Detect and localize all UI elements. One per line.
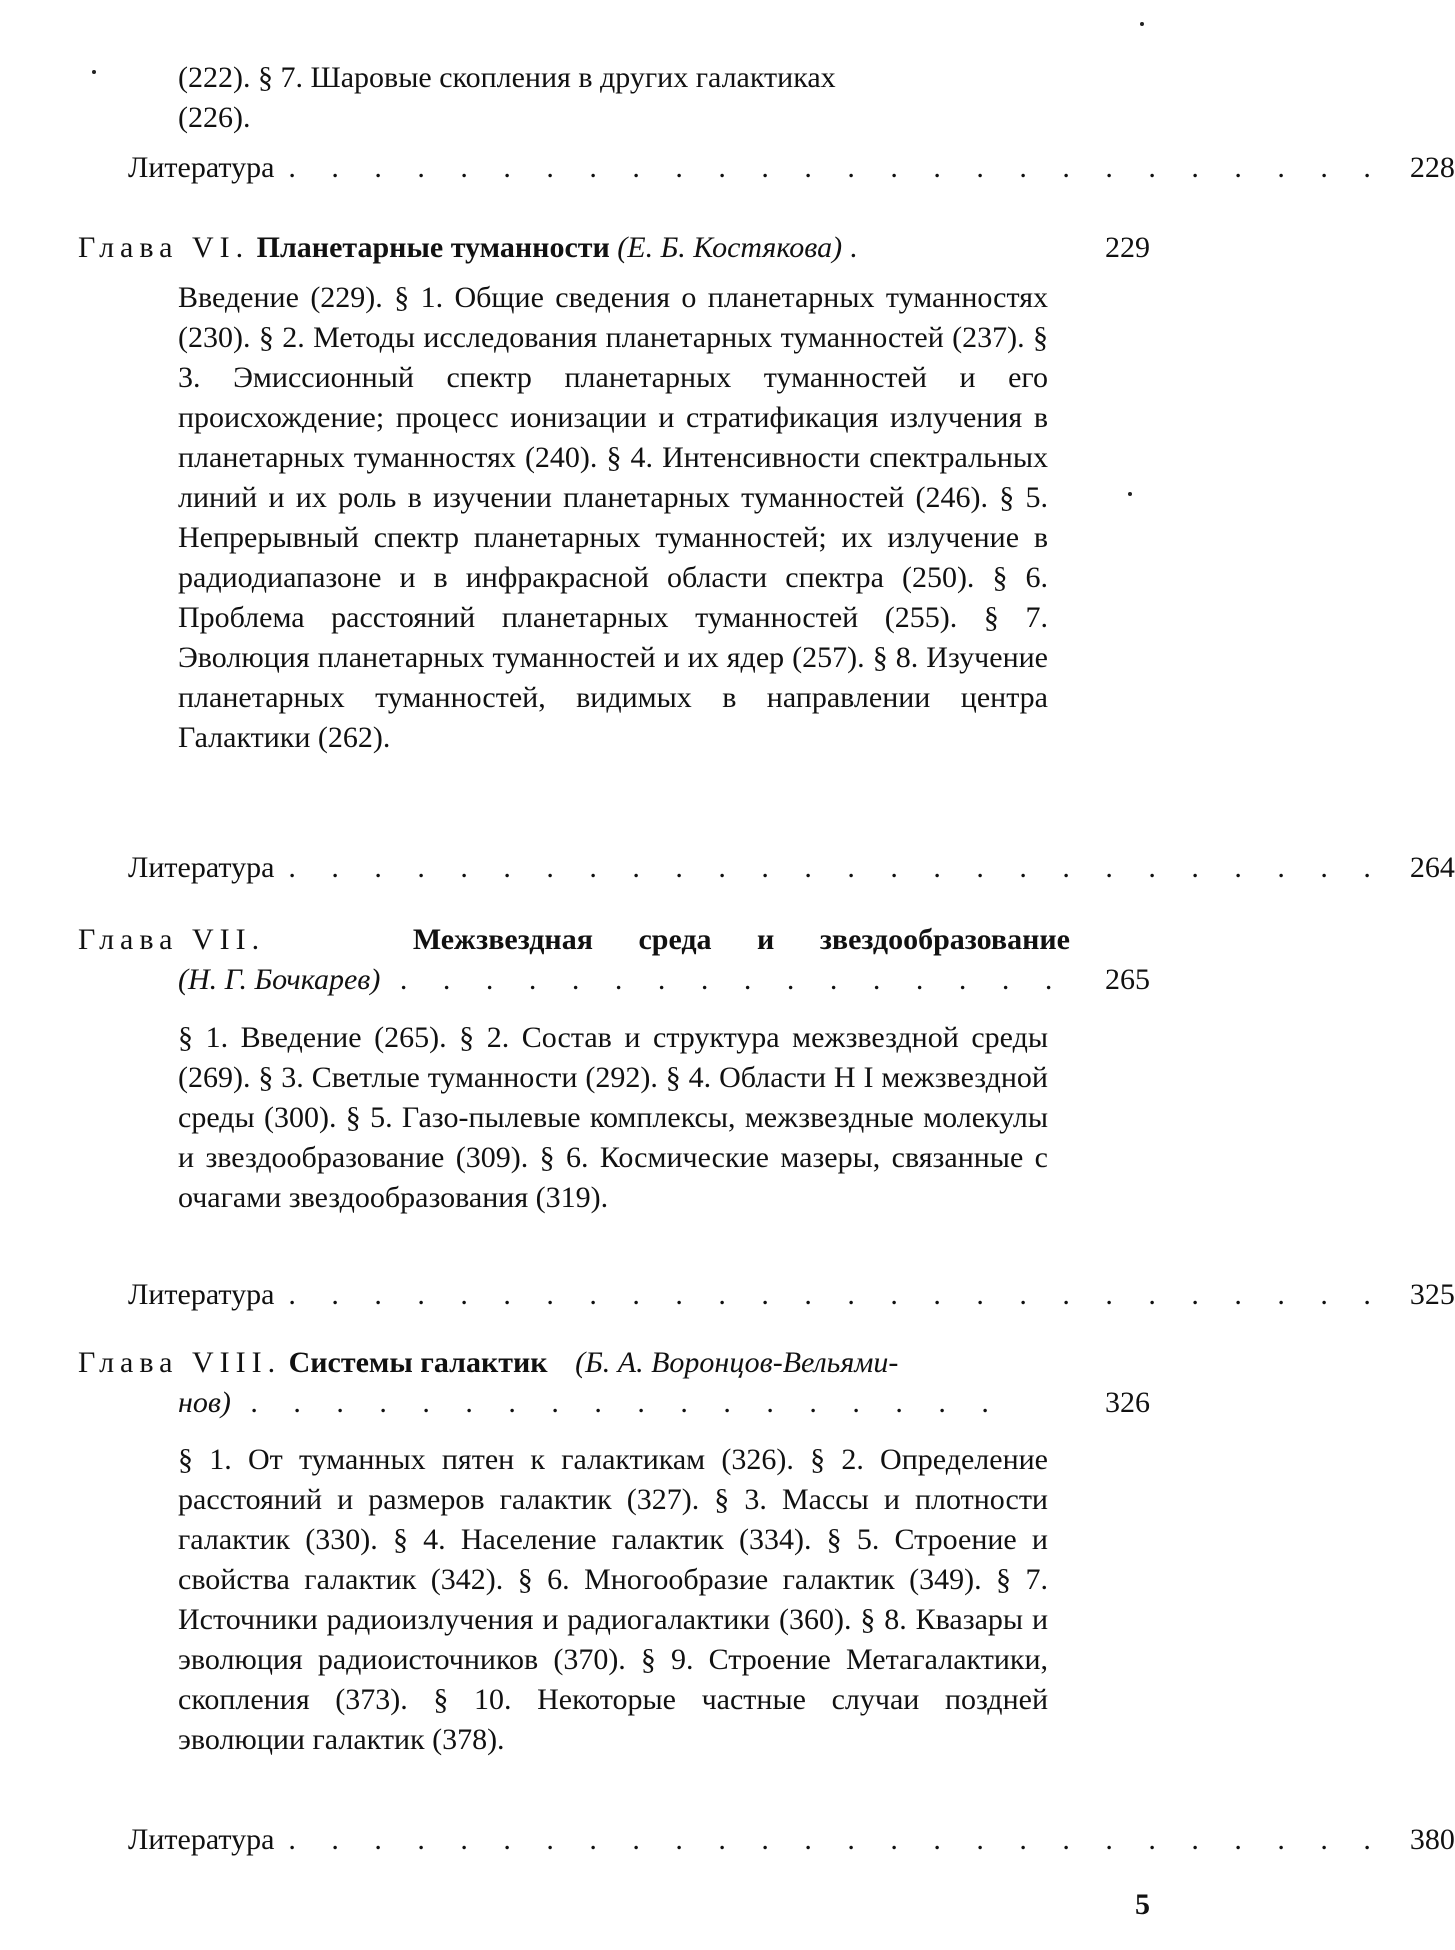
page-number: 229 [1105, 231, 1150, 264]
continuation-line-1: (222). § 7. Шаровые скопления в других галактиках [178, 61, 836, 94]
chapter-prefix: Глава VI. [78, 231, 250, 264]
chapter-author: (Е. Б. Костякова) [617, 231, 843, 264]
leader-dots: . . . . . . . . . . . . . . . . . . . . . . . . . . [288, 1823, 1385, 1856]
literature-entry [128, 1275, 1455, 1315]
literature-label: Литература [128, 1823, 275, 1856]
page-number: 265 [1105, 963, 1150, 996]
page-number: 380 [1409, 1823, 1455, 1856]
page-number: 326 [1105, 1386, 1150, 1419]
leader-dots: . . . . . . . . . . . . . . . . . . . . . . . . . . [288, 851, 1385, 884]
literature-label: Литература [128, 851, 275, 884]
literature-entry [128, 1820, 1455, 1860]
leader-dots: . . . . . . . . . . . . . . . . . . . . . . . . . . [288, 1278, 1385, 1311]
chapter-author-continued: нов) [178, 1386, 231, 1419]
continuation-paragraph [178, 58, 1048, 138]
chapter-contents: § 1. Введение (265). § 2. Состав и структура межзвездной среды (269). § 3. Светлые туманности (292). § 4. Области Н I межзвездной среды (300). § 5. Газо-пылевые комплексы, межзвездные молекулы и звездообразование (309). § 6. Космические мазеры, связанные с очагами звездообразования (319). [178, 1021, 1048, 1214]
continuation-line-2: (226). [178, 101, 251, 134]
chapter-author: (Б. А. Воронцов-Вельями- [575, 1346, 899, 1379]
chapter-title: Межзвездная среда и звездообразование [412, 923, 1070, 956]
page-folio: 5 [1135, 1888, 1150, 1921]
literature-entry [128, 848, 1455, 888]
print-speck [92, 70, 96, 74]
chapter-prefix: Глава VIII. [78, 1346, 282, 1379]
chapter-author: (Н. Г. Бочкарев) [178, 963, 381, 996]
page-number: 228 [1409, 151, 1455, 184]
chapter-heading: Глава VIII. Системы галактик (Б. А. Воронцов-Вельями- нов) . . . . . . . . . . . . . . . . . . 326 [78, 1343, 1150, 1423]
chapter-contents: § 1. От туманных пятен к галактикам (326). § 2. Определение расстояний и размеров галактик (327). § 3. Массы и плотности галактик (330). § 4. Население галактик (334). § 5. Строение и свойства галактик (342). § 6. Многообразие галактик (349). § 7. Источники радиоизлучения и радиогалактики (360). § 8. Квазары и эволюция радиоисточников (370). § 9. Строение Метагалактики, скопления (373). § 10. Некоторые частные случаи поздней эволюции галактик (378). [178, 1443, 1048, 1756]
literature-entry [128, 148, 1455, 188]
literature-label: Литература [128, 1278, 275, 1311]
chapter-heading: Глава VII. Межзвездная среда и звездообразование (Н. Г. Бочкарев) . . . . . . . . . . . . . . . . 265 [78, 920, 1150, 1000]
print-speck [1128, 492, 1132, 496]
chapter-title: Системы галактик [288, 1346, 548, 1379]
page-number: 325 [1409, 1278, 1455, 1311]
chapter-contents: Введение (229). § 1. Общие сведения о планетарных туманностях (230). § 2. Методы исследования планетарных туманностей (237). § 3. Эмиссионный спектр планетарных туманностей и его происхождение; процесс ионизации и стратификация излучения в планетарных туманностях (240). § 4. Интенсивности спектральных линий и их роль в изучении планетарных туманностей (246). § 5. Непрерывный спектр планетарных туманностей; их излучение в радиодиапазоне и в инфракрасной области спектра (250). § 6. Проблема расстояний планетарных туманностей (255). § 7. Эволюция планетарных туманностей и их ядер (257). § 8. Изучение планетарных туманностей, видимых в направлении центра Галактики (262). [178, 281, 1048, 754]
leader-dots: . . . . . . . . . . . . . . . . . . . . . . . . . . [288, 151, 1385, 184]
chapter-title: Планетарные туманности [256, 231, 610, 264]
chapter-prefix: Глава VII. [78, 923, 266, 956]
literature-label: Литература [128, 151, 275, 184]
chapter-heading: Глава VI. Планетарные туманности (Е. Б. Костякова) . 229 [78, 228, 1150, 268]
page-number: 264 [1409, 851, 1455, 884]
print-speck [1140, 22, 1144, 26]
